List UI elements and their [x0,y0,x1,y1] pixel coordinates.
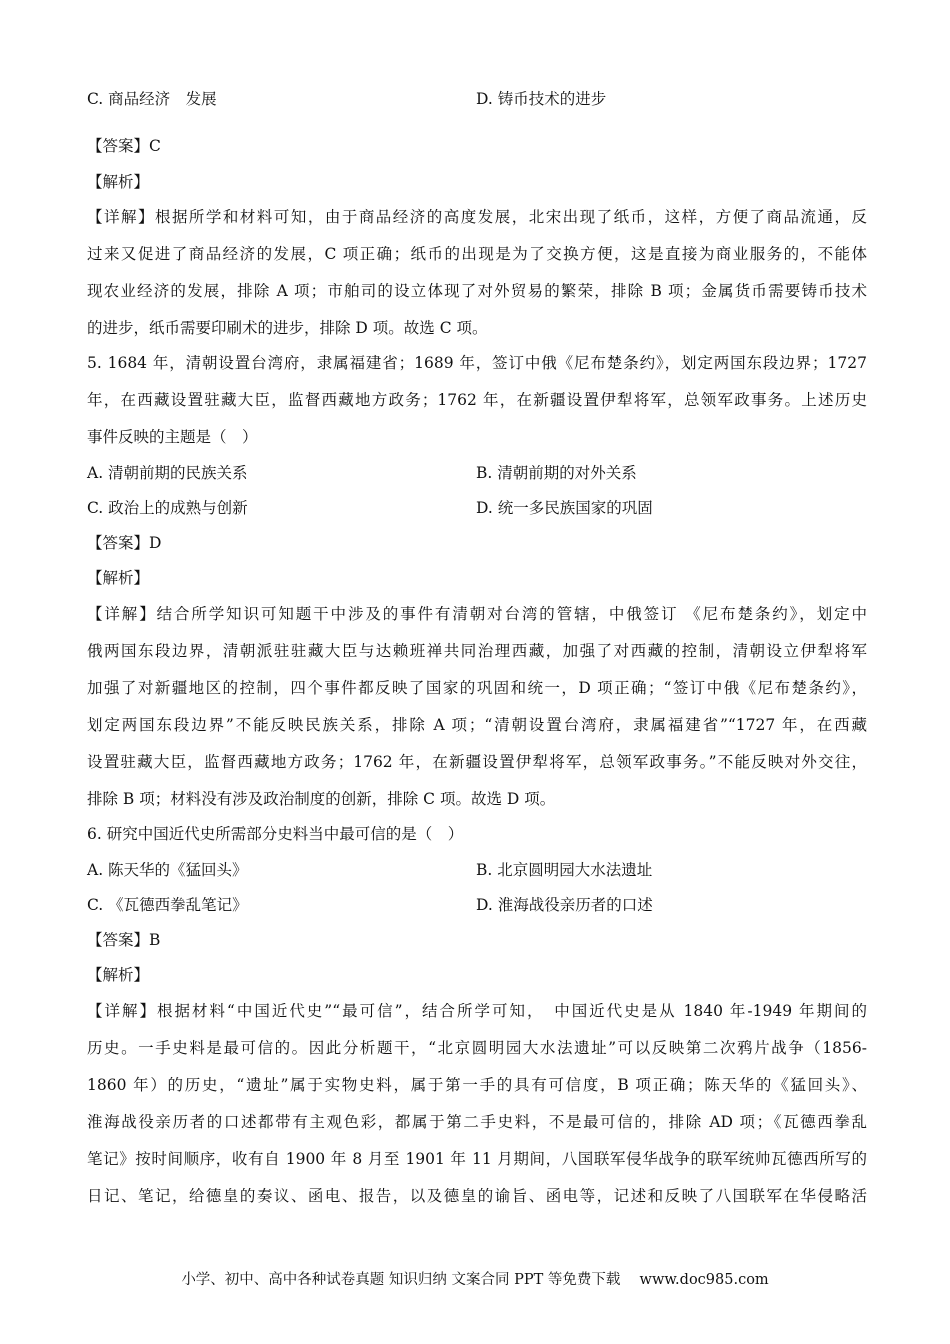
q6-option-c: C. 《瓦德西拳乱笔记》 [87,896,248,914]
q4-detail-line: 现农业经济的发展，排除 A 项；市舶司的设立体现了对外贸易的繁荣，排除 B 项；金属货币需要铸币技术 [87,282,867,300]
q4-option-d: D. 铸币技术的进步 [476,90,607,108]
q6-stem: 6. 研究中国近代史所需部分史料当中最可信的是（ ） [87,825,464,843]
q6-detail-line: 淮海战役亲历者的口述都带有主观色彩，都属于第二手史料，不是最可信的，排除 AD 项；《瓦德西拳乱 [87,1113,867,1131]
q5-stem-line: 5. 1684 年，清朝设置台湾府，隶属福建省；1689 年，签订中俄《尼布楚条约》，划定两国东段边界；1727 [87,354,867,372]
q4-option-c: C. 商品经济 发展 [87,90,217,108]
q5-detail-line: 排除 B 项；材料没有涉及政治制度的创新，排除 C 项。故选 D 项。 [87,790,556,808]
q5-analysis-label: 【解析】 [87,569,150,587]
q6-answer: 【答案】B [87,931,161,949]
q6-analysis-label: 【解析】 [87,966,150,984]
q6-detail-line: 笔记》按时间顺序，收有自 1900 年 8 月至 1901 年 11 月期间，八国联军侵华战争的联军统帅瓦德西所写的 [87,1150,867,1168]
q5-detail-line: 【详解】结合所学知识可知题干中涉及的事件有清朝对台湾的管辖，中俄签订 《尼布楚条约》，划定中 [87,605,867,623]
q5-detail-line: 设置驻藏大臣，监督西藏地方政务；1762 年，在新疆设置伊犁将军，总领军政事务。”不能反映对外交往， [87,753,867,771]
q6-detail-line: 日记、笔记，给德皇的奏议、函电、报告，以及德皇的谕旨、函电等，记述和反映了八国联军在华侵略活 [87,1187,867,1205]
q5-option-d: D. 统一多民族国家的巩固 [476,499,653,517]
q4-detail-line: 【详解】根据所学和材料可知，由于商品经济的高度发展，北宋出现了纸币，这样，方便了商品流通，反 [87,208,867,226]
q6-detail-line: 【详解】根据材料“中国近代史”“最可信”，结合所学可知， 中国近代史是从 1840 年-1949 年期间的 [87,1002,867,1020]
q5-answer: 【答案】D [87,534,162,552]
page-footer: 小学、初中、高中各种试卷真题 知识归纳 文案合同 PPT 等免费下载 www.doc985.com [181,1272,769,1288]
q5-option-a: A. 清朝前期的民族关系 [87,464,248,482]
q6-option-a: A. 陈天华的《猛回头》 [87,861,248,879]
q5-option-c: C. 政治上的成熟与创新 [87,499,248,517]
q4-detail-line: 的进步，纸币需要印刷术的进步，排除 D 项。故选 C 项。 [87,319,488,337]
q4-detail-line: 过来又促进了商品经济的发展，C 项正确；纸币的出现是为了交换方便，这是直接为商业服务的，不能体 [87,245,867,263]
q5-option-b: B. 清朝前期的对外关系 [476,464,637,482]
q6-option-d: D. 淮海战役亲历者的口述 [476,896,653,914]
q6-detail-line: 1860 年）的历史，“遗址”属于实物史料，属于第一手的具有可信度，B 项正确；陈天华的《猛回头》、 [87,1076,867,1094]
q5-detail-line: 加强了对新疆地区的控制，四个事件都反映了国家的巩固和统一，D 项正确；“签订中俄《尼布楚条约》， [87,679,867,697]
q5-stem-line: 年，在西藏设置驻藏大臣，监督西藏地方政务；1762 年，在新疆设置伊犁将军，总领军政事务。上述历史 [87,391,867,409]
q5-detail-line: 划定两国东段边界”不能反映民族关系，排除 A 项；“清朝设置台湾府，隶属福建省”“1727 年，在西藏 [87,716,867,734]
q5-detail-line: 俄两国东段边界，清朝派驻驻藏大臣与达赖班禅共同治理西藏，加强了对西藏的控制，清朝设立伊犁将军 [87,642,867,660]
q6-detail-line: 历史。一手史料是最可信的。因此分析题干，“北京圆明园大水法遗址”可以反映第二次鸦片战争（1856- [87,1039,867,1057]
q6-option-b: B. 北京圆明园大水法遗址 [476,861,653,879]
q4-answer: 【答案】C [87,137,161,155]
q5-stem-line: 事件反映的主题是（ ） [87,428,258,446]
q4-analysis-label: 【解析】 [87,173,150,191]
